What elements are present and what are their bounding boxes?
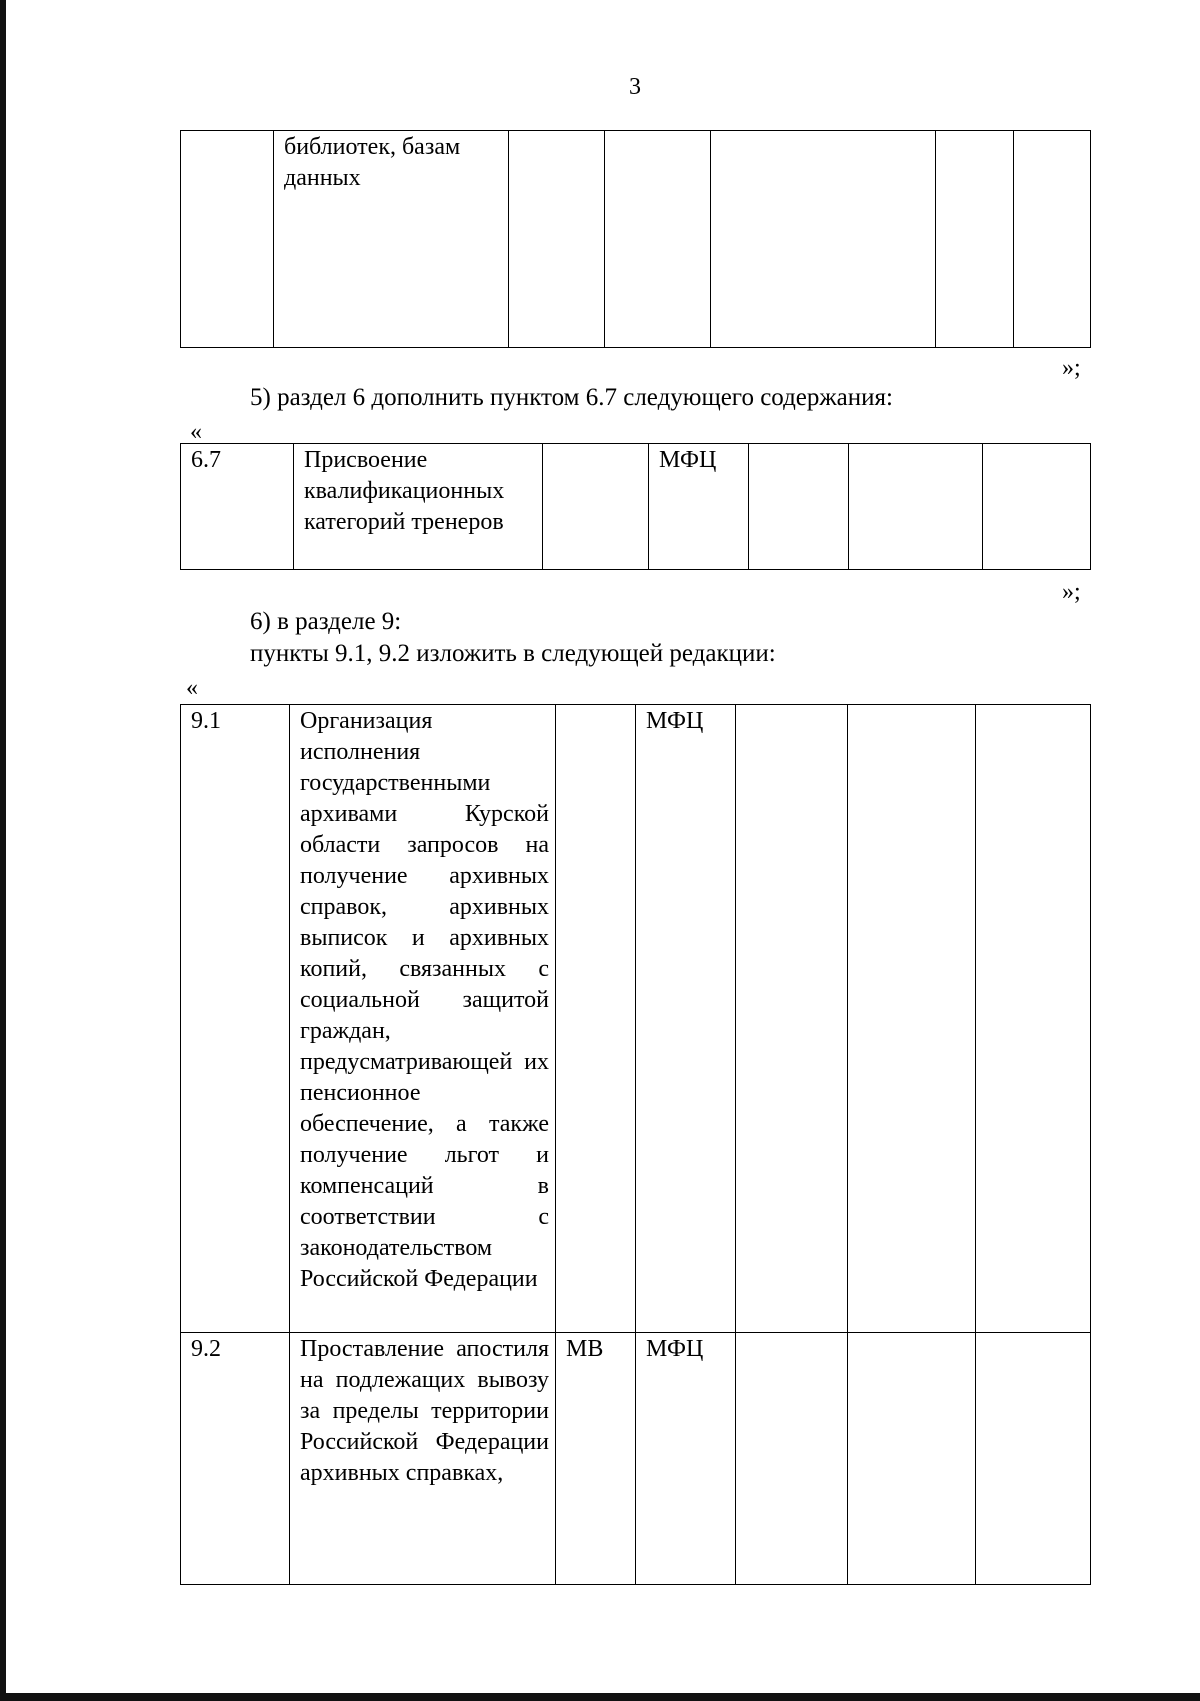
paragraph-item-6: 6) в разделе 9: [250,608,402,635]
table-items-9 [180,704,1091,1585]
table-cell [736,1333,848,1585]
table-row [181,1333,1091,1585]
table-cell [556,705,636,1333]
table-cell [736,705,848,1333]
closing-quote: »; [1062,355,1081,381]
opening-quote: « [190,419,202,445]
table-cell [848,1333,976,1585]
closing-quote: »; [1062,579,1081,605]
scan-edge-left [0,0,6,1701]
paragraph-item-5: 5) раздел 6 дополнить пунктом 6.7 следующего содержания: [250,384,893,411]
table-cell-name: Присвоение квалификационных категорий тренеров [294,444,543,570]
paragraph-item-6-sub: пункты 9.1, 9.2 изложить в следующей редакции: [250,640,776,667]
table-cell-mv: МВ [556,1333,636,1585]
page-number: 3 [629,74,641,100]
table-row [181,705,1091,1333]
scan-edge-bottom [0,1693,1200,1701]
table-cell-name: Проставление апостиля на подлежащих вывозу за пределы территории Российской Федерации архивных справках, [290,1333,556,1585]
table-cell [749,444,849,570]
table-cell [976,1333,1091,1585]
table-cell-mfc: МФЦ [649,444,749,570]
table-cell-number: 6.7 [181,444,294,570]
table-continuation [180,130,1091,348]
table-cell [848,705,976,1333]
table-cell-name: библиотек, базам данных [274,131,509,348]
table-cell-number: 9.2 [181,1333,290,1585]
table-cell-mfc: МФЦ [636,705,736,1333]
table-cell [543,444,649,570]
table-cell [936,131,1014,348]
table-cell [711,131,936,348]
table-item-6-7 [180,443,1091,570]
table-cell [1014,131,1091,348]
table-cell-mfc: МФЦ [636,1333,736,1585]
table-cell-name: Организация исполнения государственными архивами Курской области запросов на получение архивных справок, архивных выписок и архивных копий, связанных с социальной защитой граждан, предусматривающей их пенсионное обеспечение, а также получение льгот и компенсаций в соответствии с законодательством Российской Федерации [290,705,556,1333]
table-cell [983,444,1091,570]
table-row [181,131,1091,348]
table-cell-number: 9.1 [181,705,290,1333]
table-row [181,444,1091,570]
table-cell [509,131,605,348]
table-cell [976,705,1091,1333]
opening-quote: « [186,675,198,701]
table-cell [181,131,274,348]
table-cell [605,131,711,348]
table-cell [849,444,983,570]
